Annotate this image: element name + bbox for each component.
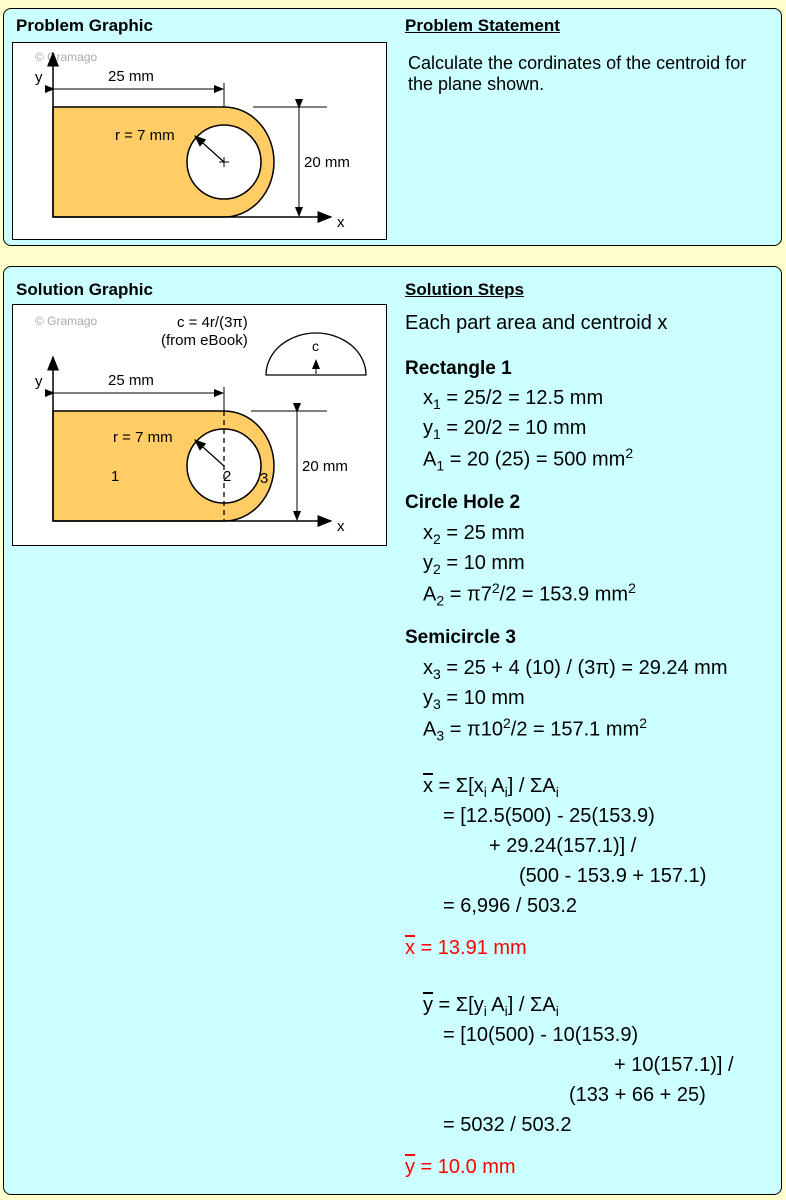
height-label: 20 mm (302, 458, 348, 475)
problem-statement-heading: Problem Statement (405, 16, 560, 35)
rect-y-line: $y_1 = 20/2 = 10$ mm (423, 417, 587, 442)
xbar-line-2: = [12.5(500) - 25(153.9) (443, 805, 655, 827)
copyright-text: © Gramago (35, 50, 98, 64)
ybar-line-5: = 5032 / 503.2 (443, 1114, 572, 1136)
formula-text: c = 4r/(3π) (177, 314, 248, 331)
hole-y-line: $y_2 = 10$ mm (423, 552, 525, 577)
solution-graphic (12, 304, 387, 546)
problem-graphic-heading: Problem Graphic (16, 16, 153, 35)
ybar-formula: $\overline{y} = \Sigma[y_i$ $A_i] / \Sigma A_i$ (423, 994, 559, 1019)
hole-x-line: $x_2 = 25$ mm (423, 522, 525, 547)
problem-diagram (13, 43, 388, 241)
semi-x-line: $x_3 = 25 + 4$ (10) / (3π) = 29.24 mm (423, 657, 728, 682)
ybar-line-3: + 10(157.1)] / (614, 1054, 734, 1076)
hole-area-line: $A_2 = \pi 7^2/2 = 153.9$ $mm^2$ (423, 580, 636, 609)
problem-graphic (12, 42, 387, 240)
semicircle-title: Semicircle 3 (405, 627, 516, 648)
solution-graphic-heading: Solution Graphic (16, 280, 153, 299)
rect-x-line: $x_1 = 25/2 = 12.5$ mm (423, 387, 604, 412)
xbar-result: $\overline{x} = 13.91$ mm (405, 937, 527, 959)
solution-steps-heading: Solution Steps (405, 280, 524, 299)
height-label: 20 mm (304, 154, 350, 171)
y-axis-label: y (35, 69, 43, 86)
semicircle-c-label: c (312, 338, 319, 354)
x-axis-label: x (337, 518, 345, 535)
steps-intro: Each part area and centroid x (405, 312, 668, 334)
problem-panel (3, 8, 782, 246)
xbar-formula: $\overline{x} = \Sigma[x_i$ $A_i] / \Sigma A_i$ (423, 775, 559, 800)
width-label: 25 mm (108, 68, 154, 85)
formula-source: (from eBook) (161, 332, 248, 349)
ybar-result: $\overline{y} = 10.0$ mm (405, 1156, 516, 1178)
rectangle-title: Rectangle 1 (405, 358, 512, 379)
ybar-line-4: (133 + 66 + 25) (569, 1084, 706, 1106)
solution-diagram (13, 305, 388, 547)
copyright-text: © Gramago (35, 314, 98, 328)
semi-area-line: $A_3 = \pi 10^2/2 = 157.1$ $mm^2$ (423, 715, 647, 744)
part-1-label: 1 (111, 468, 120, 485)
xbar-line-4: (500 - 153.9 + 157.1) (519, 865, 707, 887)
xbar-line-3: + 29.24(157.1)] / (489, 835, 637, 857)
solution-panel (3, 266, 782, 1195)
circle-hole-title: Circle Hole 2 (405, 492, 521, 513)
part-3-label: 3 (260, 470, 269, 487)
semi-y-line: $y_3 = 10$ mm (423, 687, 525, 712)
xbar-line-5: = 6,996 / 503.2 (443, 895, 578, 917)
width-label: 25 mm (108, 372, 154, 389)
ybar-line-2: = [10(500) - 10(153.9) (443, 1024, 639, 1046)
part-2-label: 2 (223, 468, 232, 485)
radius-label: r = 7 mm (113, 429, 173, 446)
problem-statement-text: Calculate the cordinates of the centroid for the plane shown. (408, 53, 747, 94)
rect-area-line: $A_1 = 20$ (25) = 500 $mm^2$ (423, 445, 634, 474)
x-axis-label: x (337, 214, 345, 231)
y-axis-label: y (35, 373, 43, 390)
radius-label: r = 7 mm (115, 127, 175, 144)
